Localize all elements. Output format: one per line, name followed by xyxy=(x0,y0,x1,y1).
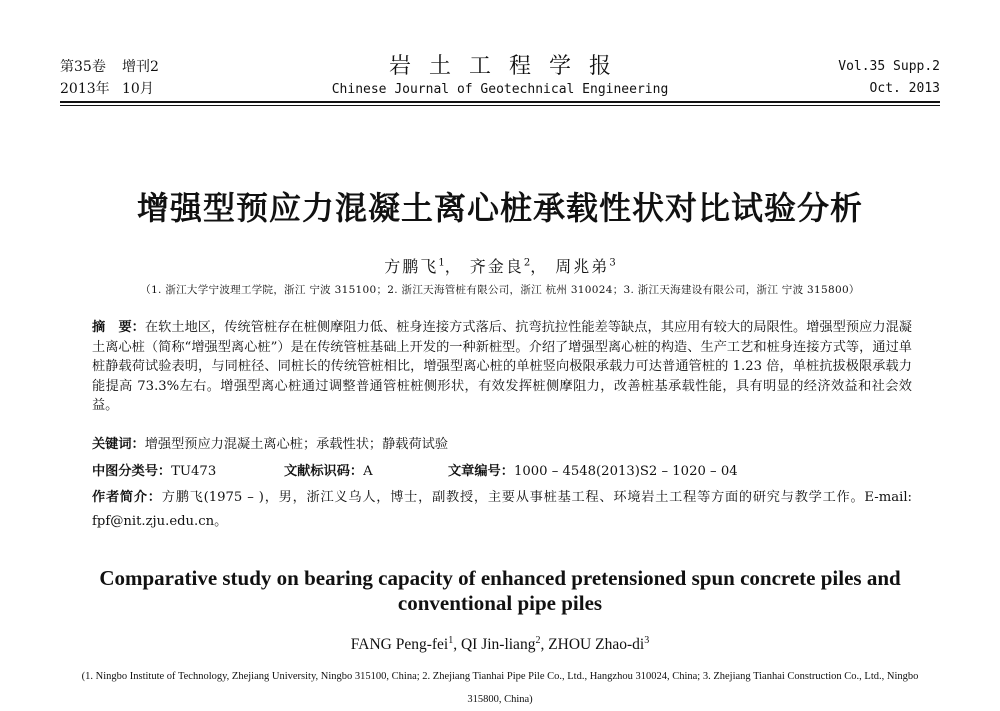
author-en: FANG Peng-fei$^1$, xyxy=(350,635,461,654)
document-code: 文献标识码：A xyxy=(284,464,373,479)
journal-name-en: Chinese Journal of Geotechnical Engineering xyxy=(331,82,669,97)
volume-en: Vol.35 Supp.2 xyxy=(838,59,940,74)
keywords-text: 增强型预应力混凝土离心桩；承载性状；静载荷试验 xyxy=(144,437,449,452)
bio-label: 作者简介： xyxy=(92,490,162,505)
author-cn: 方鹏飞$^1$， xyxy=(384,257,463,276)
affiliation-en: (1. Ningbo Institute of Technology, Zhejiang University, Ningbo 315100, China; 2. Zhejiang Tianhai Pipe Pile Co., Ltd., Hangzhou 310024, China; 3. Zhejiang Tianhai Construction Co., Ltd., Ningbo 315800, China) xyxy=(81,671,919,705)
header-rule-thick xyxy=(60,101,940,103)
article-number: 文章编号：1000 – 4548(2013)S2 – 1020 – 04 xyxy=(448,464,738,479)
abstract-label: 摘 要： xyxy=(92,320,145,335)
author-cn: 齐金良$^2$， xyxy=(469,257,549,276)
abstract-cn xyxy=(92,318,912,416)
clc-number: 中图分类号：TU473 xyxy=(92,464,217,479)
header-rule-thin xyxy=(60,105,940,106)
author-en: ZHOU Zhao-$di^3$ xyxy=(548,635,650,654)
date-en: Oct. 2013 xyxy=(869,81,940,96)
bio-text: 方鹏飞(1975 – )，男，浙江义乌人，博士，副教授，主要从事桩基工程、环境岩土工程等方面的研究与教学工作。E-mail: fpf@nit.zju.edu.cn。 xyxy=(92,490,913,529)
affiliation-cn: （1. 浙江大学宁波理工学院，浙江 宁波 315100；2. 浙江天海管桩有限公司，浙江 杭州 310024；3. 浙江天海建设有限公司，浙江 宁波 315800） xyxy=(140,284,860,296)
volume-cn: 第35卷 xyxy=(60,59,106,75)
paper-title-cn: 增强型预应力混凝土离心桩承载性状对比试验分析 xyxy=(136,189,863,227)
supplement-cn: 增刊2 xyxy=(122,59,159,75)
month-cn: 10月 xyxy=(122,81,154,97)
abstract-text: 在软土地区，传统管桩存在桩侧摩阻力低、桩身连接方式落后、抗弯抗拉性能差等缺点，其应用有较大的局限性。增强型预应力混凝土离心桩（简称“增强型离心桩”）是在传统管桩基础上开发的一种新桩型。介绍了增强型离心桩的构造、生产工艺和桩身连接方式等，通过单桩静载荷试验表明，与同桩径、同桩长的传统管桩相比，增强型离心桩的单桩竖向极限承载力可达普通管桩的 1.23 倍，单桩抗拔极限承载力能提高 73.3%左右。增强型离心桩通过调整普通管桩桩侧形状，有效发挥桩侧摩阻力，改善桩基承载性能，具有明显的经济效益和社会效益。 xyxy=(92,320,912,413)
authors-cn xyxy=(0,254,1000,277)
authors-en xyxy=(0,635,1000,654)
year-cn: 2013年 xyxy=(60,81,110,97)
author-bio xyxy=(92,486,912,534)
author-cn: 周兆弟$^3$ xyxy=(555,257,616,276)
issue-info-en xyxy=(838,56,940,100)
paper-title-en: Comparative study on bearing capacity of enhanced pretensioned spun concrete piles and conventional pipe piles xyxy=(99,566,901,615)
keywords-label: 关键词： xyxy=(92,437,145,452)
keywords-cn xyxy=(92,435,912,455)
journal-name-cn: 岩土工程学报 xyxy=(388,54,629,79)
author-en: QI Jin-liang$^2$, xyxy=(460,635,549,654)
